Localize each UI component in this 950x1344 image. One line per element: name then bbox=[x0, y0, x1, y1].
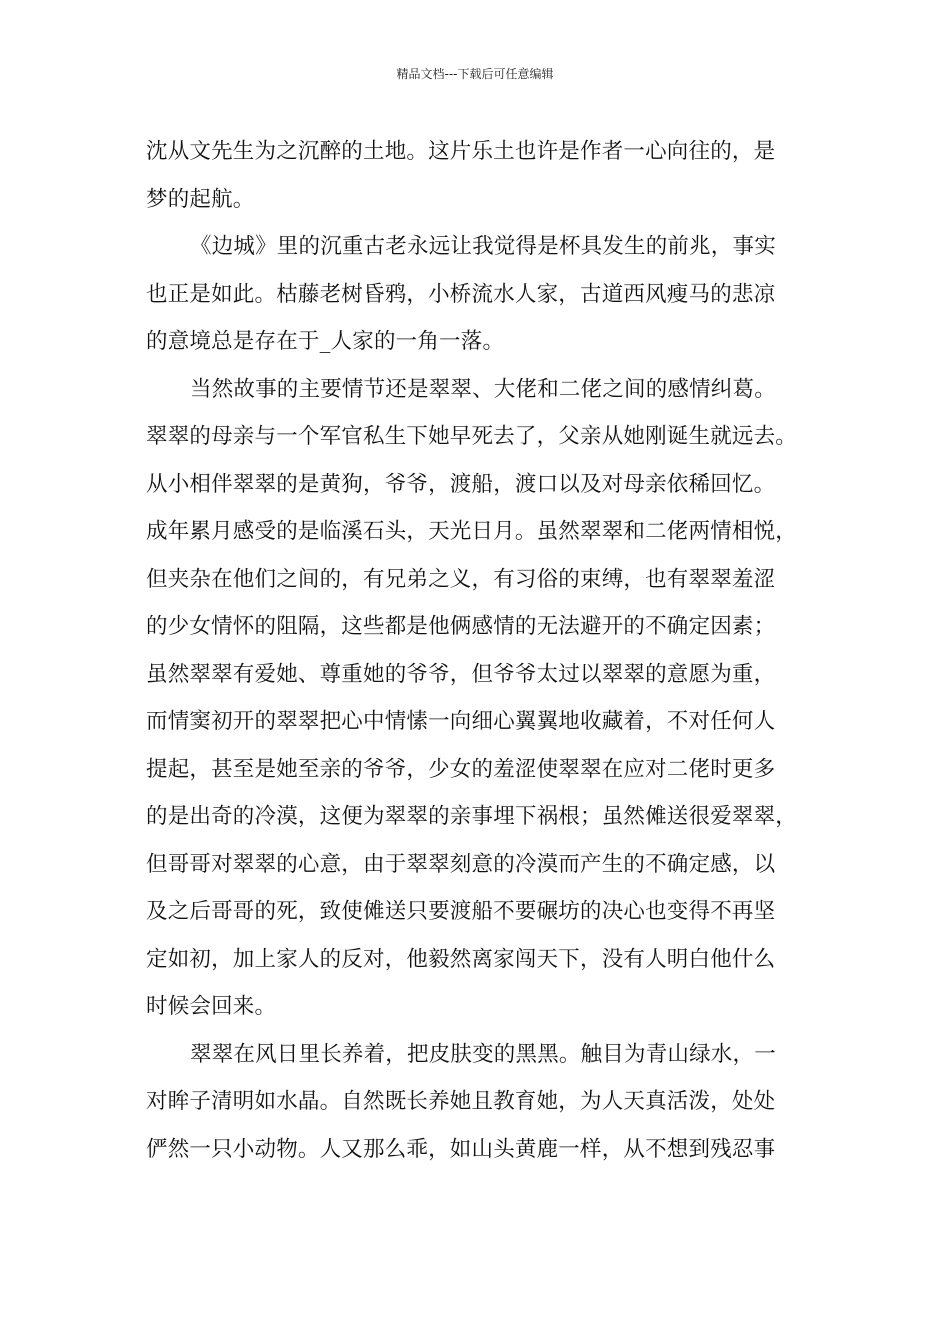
text-line: 当然故事的主要情节还是翠翠、大佬和二佬之间的感情纠葛。 bbox=[190, 376, 776, 402]
text-line: 翠翠在风日里长养着，把皮肤变的黑黑。触目为青山绿水，一 bbox=[190, 1041, 776, 1067]
text-line: 提起，甚至是她至亲的爷爷，少女的羞涩使翠翠在应对二佬时更多 bbox=[146, 756, 776, 782]
text-line: 对眸子清明如水晶。自然既长养她且教育她，为人天真活泼，处处 bbox=[146, 1089, 776, 1114]
text-line: 及之后哥哥的死，致使傩送只要渡船不要碾坊的决心也变得不再坚 bbox=[146, 899, 776, 924]
text-line: 翠翠的母亲与一个军官私生下她早死去了，父亲从她刚诞生就远去。 bbox=[146, 424, 798, 449]
text-line: 从小相伴翠翠的是黄狗，爷爷，渡船，渡口以及对母亲依稀回忆。 bbox=[146, 471, 776, 497]
text-line: 虽然翠翠有爱她、尊重她的爷爷，但爷爷太过以翠翠的意愿为重， bbox=[146, 661, 776, 687]
text-line: 定如初，加上家人的反对，他毅然离家闯天下，没有人明白他什么 bbox=[146, 946, 776, 972]
text-line: 也正是如此。枯藤老树昏鸦，小桥流水人家，古道西风瘦马的悲凉 bbox=[146, 281, 776, 307]
text-line: 而情窦初开的翠翠把心中情愫一向细心翼翼地收藏着，不对任何人 bbox=[146, 709, 776, 734]
text-line: 俨然一只小动物。人又那么乖，如山头黄鹿一样，从不想到残忍事 bbox=[146, 1136, 776, 1162]
text-line: 但哥哥对翠翠的心意，由于翠翠刻意的冷漠而产生的不确定感，以 bbox=[146, 851, 776, 877]
text-line: 时候会回来。 bbox=[146, 994, 277, 1019]
text-line: 的意境总是存在于_人家的一角一落。 bbox=[146, 329, 505, 354]
text-line: 但夹杂在他们之间的，有兄弟之义，有习俗的束缚，也有翠翠羞涩 bbox=[146, 566, 776, 592]
running-header: 精品文档---下载后可任意编辑 bbox=[396, 67, 554, 81]
text-line: 的少女情怀的阻隔，这些都是他俩感情的无法避开的不确定因素； bbox=[146, 614, 776, 639]
body-text bbox=[146, 128, 818, 1173]
text-line: 沈从文先生为之沉醉的土地。这片乐土也许是作者一心向往的，是 bbox=[146, 139, 776, 164]
text-line: 的是出奇的冷漠，这便为翠翠的亲事埋下祸根；虽然傩送很爱翠翠， bbox=[146, 804, 798, 829]
text-line: 成年累月感受的是临溪石头，天光日月。虽然翠翠和二佬两情相悦， bbox=[146, 519, 798, 544]
text-line: 梦的起航。 bbox=[146, 186, 255, 212]
text-line: 《边城》里的沉重古老永远让我觉得是杯具发生的前兆，事实 bbox=[190, 234, 776, 259]
